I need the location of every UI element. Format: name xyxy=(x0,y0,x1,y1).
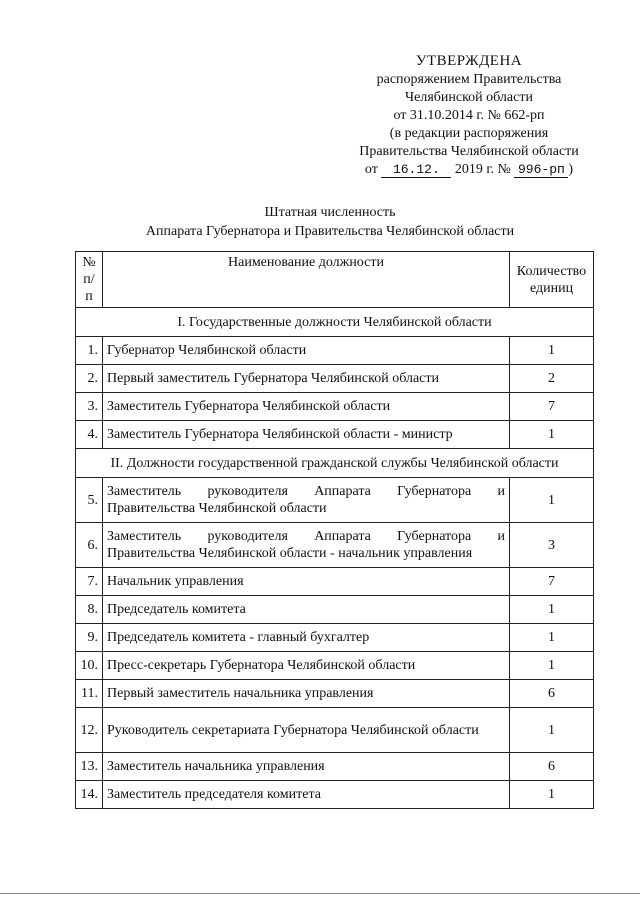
row-num: 7. xyxy=(76,568,103,596)
row-name: Первый заместитель начальника управления xyxy=(103,680,510,708)
row-qty: 1 xyxy=(510,337,594,365)
row-num: 1. xyxy=(76,337,103,365)
table-row xyxy=(76,624,594,652)
row-qty: 7 xyxy=(510,568,594,596)
header-num: № п/п xyxy=(76,252,103,308)
date-number: 996-рп xyxy=(514,163,568,178)
row-qty: 1 xyxy=(510,624,594,652)
date-prefix: от xyxy=(364,162,378,177)
table-row xyxy=(76,393,594,421)
row-num: 11. xyxy=(76,680,103,708)
row-name: Губернатор Челябинской области xyxy=(103,337,510,365)
table-row xyxy=(76,680,594,708)
row-num: 3. xyxy=(76,393,103,421)
row-qty: 6 xyxy=(510,680,594,708)
row-qty: 2 xyxy=(510,365,594,393)
table-row xyxy=(76,596,594,624)
section-row xyxy=(76,308,594,337)
row-qty: 7 xyxy=(510,393,594,421)
page-bottom-divider xyxy=(0,893,640,894)
row-name: Председатель комитета - главный бухгалтер xyxy=(103,624,510,652)
table-row xyxy=(76,568,594,596)
row-qty: 1 xyxy=(510,652,594,680)
table-row xyxy=(76,365,594,393)
approval-line-4: (в редакции распоряжения xyxy=(389,126,549,141)
row-qty: 1 xyxy=(510,781,594,809)
row-name: Начальник управления xyxy=(103,568,510,596)
section-row xyxy=(76,449,594,478)
row-num: 10. xyxy=(76,652,103,680)
table-row xyxy=(76,421,594,449)
table-row xyxy=(76,652,594,680)
row-num: 4. xyxy=(76,421,103,449)
row-num: 14. xyxy=(76,781,103,809)
table-row xyxy=(76,337,594,365)
title-line-1: Штатная численность xyxy=(264,205,396,220)
header-name: Наименование должности xyxy=(103,252,510,308)
row-num: 8. xyxy=(76,596,103,624)
row-name: Пресс-секретарь Губернатора Челябинской области xyxy=(103,652,510,680)
approval-line-1: распоряжением Правительства xyxy=(376,72,562,87)
section-title: II. Должности государственной гражданской службы Челябинской области xyxy=(76,449,594,478)
row-name: Заместитель председателя комитета xyxy=(103,781,510,809)
row-qty: 6 xyxy=(510,753,594,781)
row-name: Заместитель руководителя Аппарата Губернатора и Правительства Челябинской области - начальник управления xyxy=(103,523,510,568)
section-title: I. Государственные должности Челябинской области xyxy=(76,308,594,337)
approval-line-2: Челябинской области xyxy=(405,90,533,105)
row-name: Руководитель секретариата Губернатора Челябинской области xyxy=(103,708,510,753)
row-name: Заместитель Губернатора Челябинской области - министр xyxy=(103,421,510,449)
row-qty: 1 xyxy=(510,596,594,624)
table-row xyxy=(76,781,594,809)
table-header-row xyxy=(76,252,594,308)
date-day: 16.12. xyxy=(381,163,451,178)
row-name: Заместитель начальника управления xyxy=(103,753,510,781)
document-title xyxy=(70,203,590,241)
header-qty: Количество единиц xyxy=(510,252,594,308)
date-year: 2019 г. № xyxy=(454,162,511,177)
row-name: Первый заместитель Губернатора Челябинской области xyxy=(103,365,510,393)
table-row xyxy=(76,708,594,753)
title-line-2: Аппарата Губернатора и Правительства Челябинской области xyxy=(145,224,515,239)
row-num: 5. xyxy=(76,478,103,523)
approval-line-5: Правительства Челябинской области xyxy=(359,144,579,159)
row-num: 2. xyxy=(76,365,103,393)
row-qty: 1 xyxy=(510,478,594,523)
row-qty: 1 xyxy=(510,421,594,449)
row-name: Председатель комитета xyxy=(103,596,510,624)
row-num: 12. xyxy=(76,708,103,753)
row-name: Заместитель Губернатора Челябинской области xyxy=(103,393,510,421)
table-row xyxy=(76,523,594,568)
approval-heading: УТВЕРЖДЕНА xyxy=(415,53,523,69)
approval-line-3: от 31.10.2014 г. № 662-рп xyxy=(393,108,545,123)
date-suffix: ) xyxy=(568,162,574,177)
row-qty: 3 xyxy=(510,523,594,568)
row-num: 13. xyxy=(76,753,103,781)
row-num: 6. xyxy=(76,523,103,568)
approval-date-line xyxy=(340,161,598,179)
row-qty: 1 xyxy=(510,708,594,753)
staff-table xyxy=(75,251,594,809)
row-name: Заместитель руководителя Аппарата Губернатора и Правительства Челябинской области xyxy=(103,478,510,523)
row-num: 9. xyxy=(76,624,103,652)
table-row xyxy=(76,753,594,781)
table-row xyxy=(76,478,594,523)
approval-stamp xyxy=(340,52,598,179)
